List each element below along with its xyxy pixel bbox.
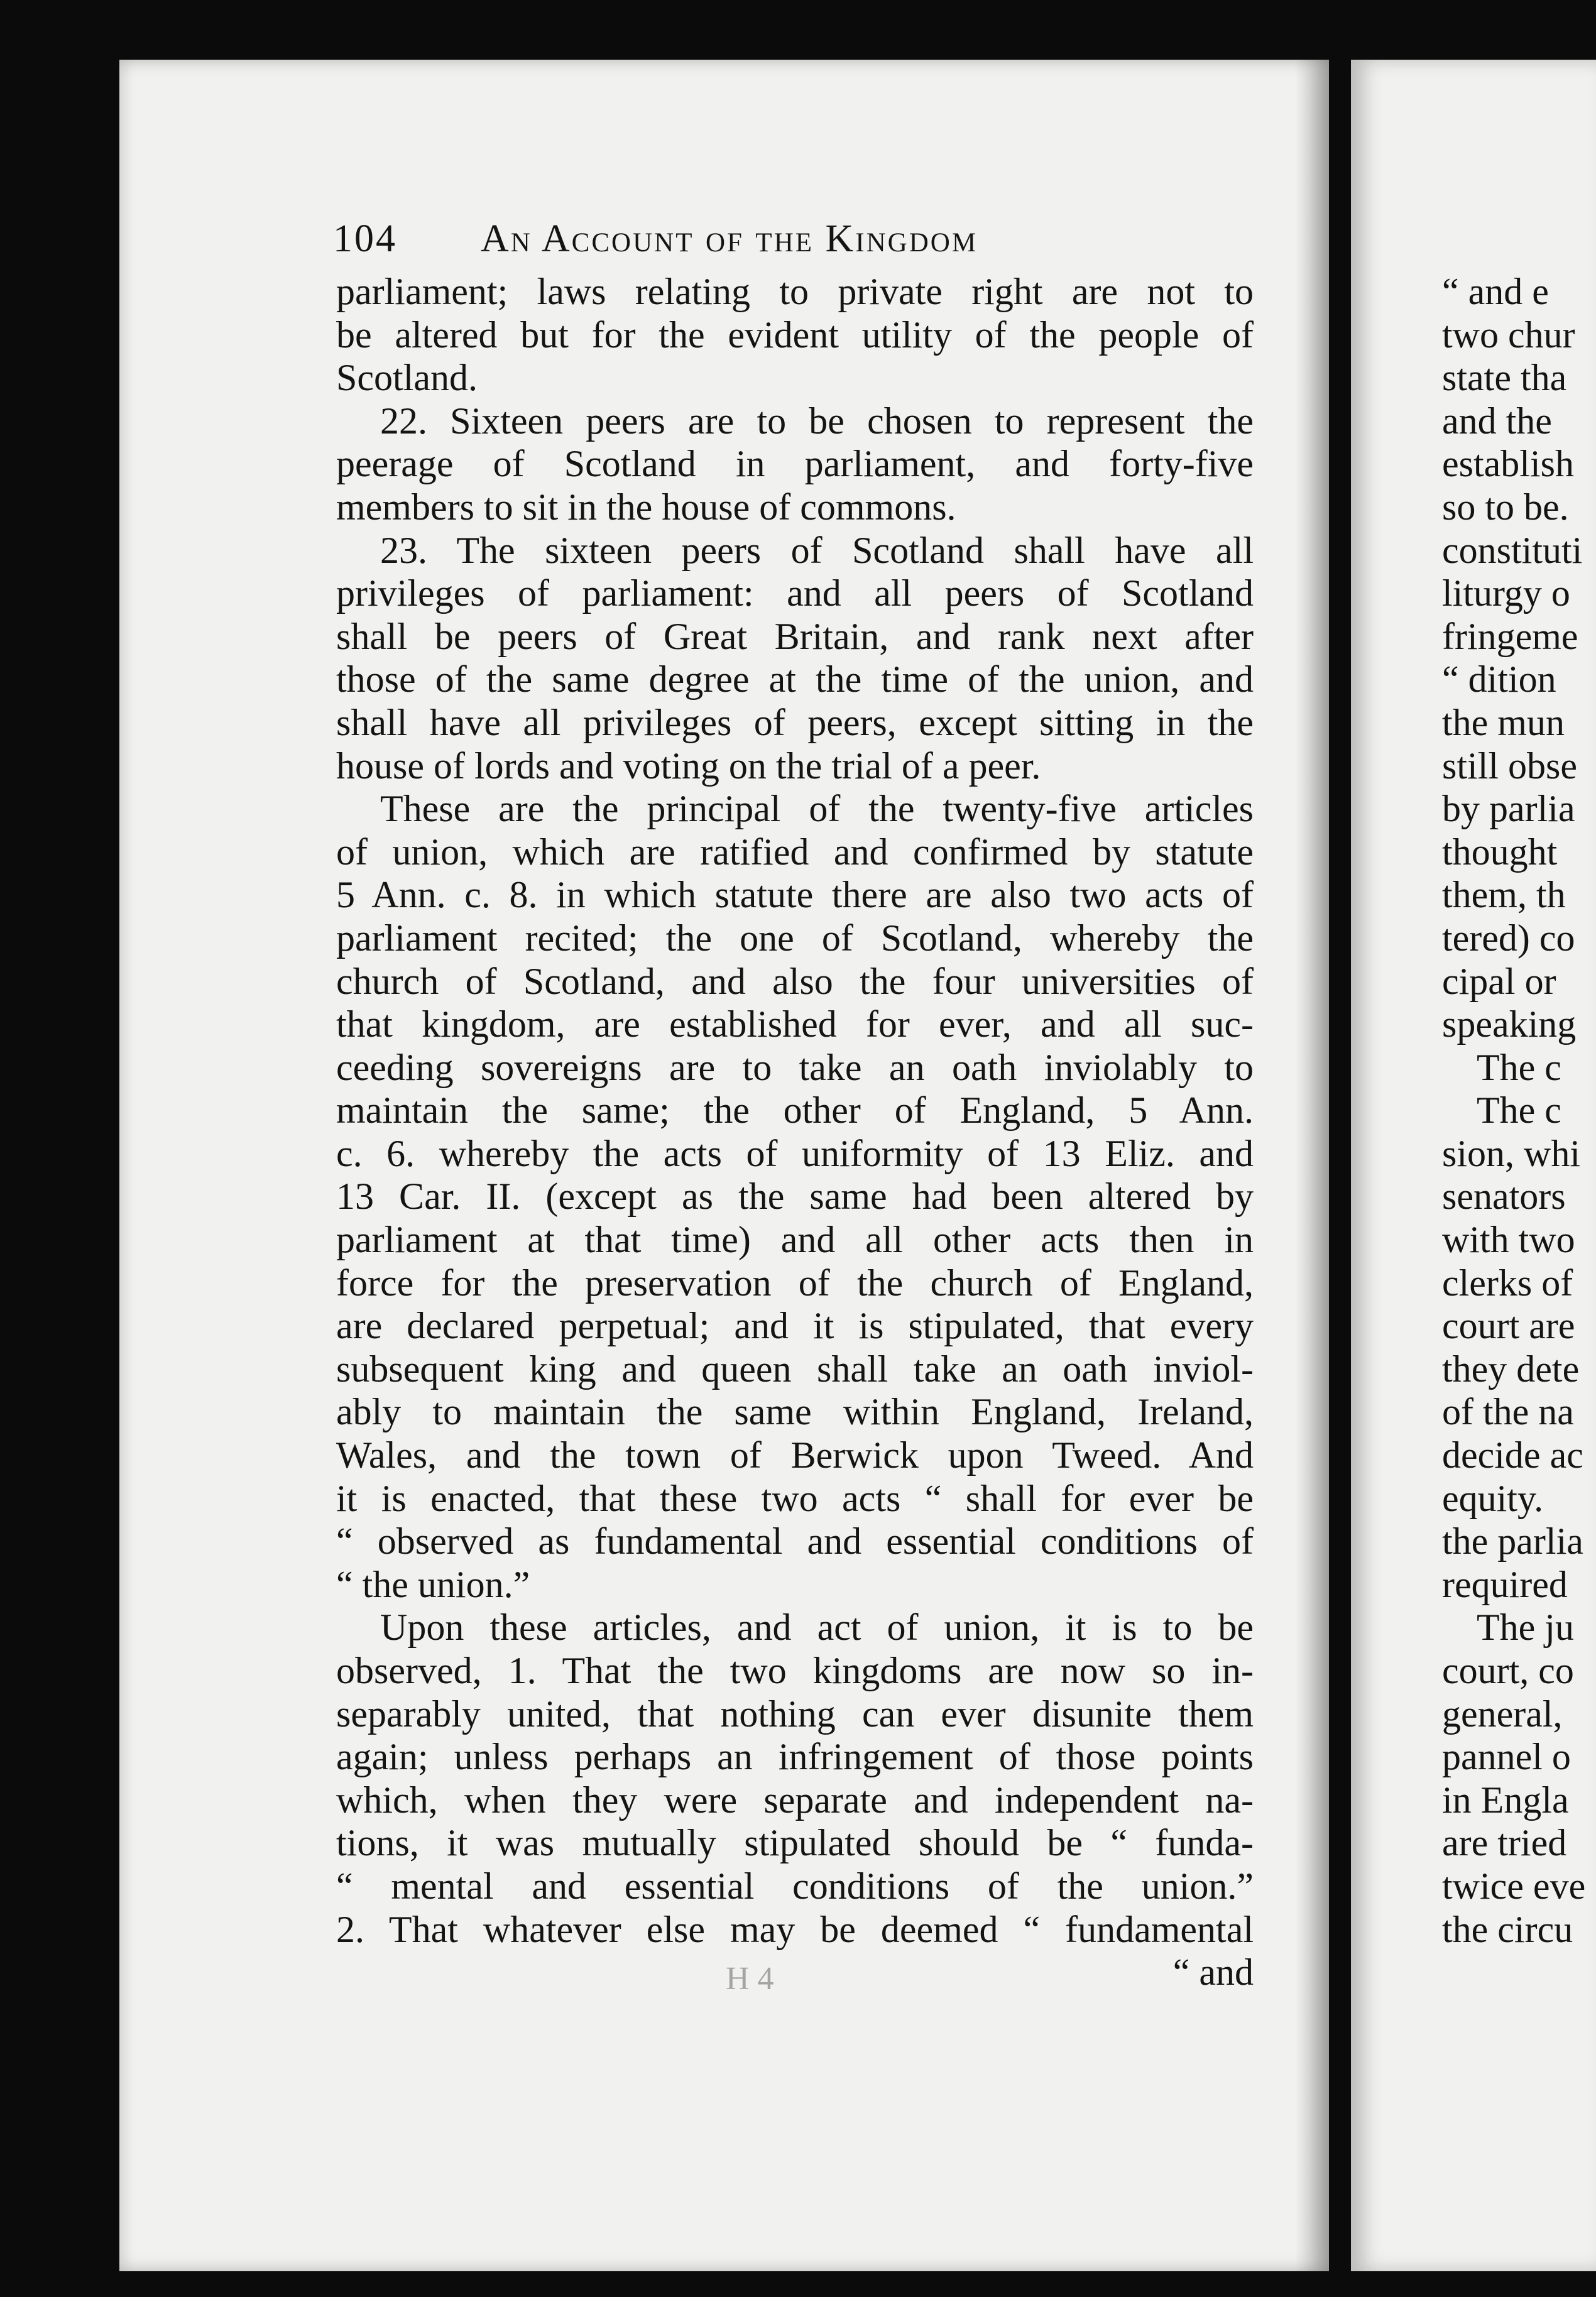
text-line: that kingdom, are established for ever, and all suc- <box>336 1003 1254 1045</box>
facing-text-line: The c <box>1477 1046 1561 1088</box>
text-line: 22. Sixteen peers are to be chosen to represent the <box>380 400 1254 442</box>
text-line: of union, which are ratified and confirmed by statute <box>336 831 1254 873</box>
facing-text-line: with two <box>1442 1219 1575 1261</box>
text-line: force for the preservation of the church of England, <box>336 1262 1254 1304</box>
facing-text-line: decide ac <box>1442 1434 1583 1476</box>
facing-text-line: so to be. <box>1442 486 1569 528</box>
text-line: are declared perpetual; and it is stipulated, that every <box>336 1305 1254 1347</box>
body-text <box>336 270 1254 1994</box>
text-line: ceeding sovereigns are to take an oath inviolably to <box>336 1046 1254 1088</box>
facing-text-line: state tha <box>1442 357 1567 399</box>
text-line: church of Scotland, and also the four universities of <box>336 960 1254 1002</box>
facing-text-line: of the na <box>1442 1391 1574 1433</box>
text-line: subsequent king and queen shall take an oath inviol- <box>336 1348 1254 1390</box>
facing-text-line: court are <box>1442 1305 1575 1347</box>
text-line: 5 Ann. c. 8. in which statute there are also two acts of <box>336 874 1254 916</box>
text-line: peerage of Scotland in parliament, and forty-five <box>336 443 1254 485</box>
facing-text-line: The ju <box>1477 1607 1574 1649</box>
text-line: observed, 1. That the two kingdoms are now so in- <box>336 1650 1254 1691</box>
text-line: privileges of parliament: and all peers of Scotland <box>336 572 1254 614</box>
text-line: maintain the same; the other of England, 5 Ann. <box>336 1089 1254 1132</box>
facing-text-line: court, co <box>1442 1650 1574 1691</box>
text-line: c. 6. whereby the acts of uniformity of 13 Eliz. and <box>336 1132 1254 1174</box>
text-line: parliament recited; the one of Scotland, whereby the <box>336 917 1254 959</box>
facing-text-line: general, <box>1442 1693 1563 1735</box>
facing-text-line: still obse <box>1442 745 1578 787</box>
text-line: “ the union.” <box>336 1563 530 1605</box>
facing-text-line: are tried <box>1442 1822 1567 1864</box>
text-line: it is enacted, that these two acts “ shall for ever be <box>336 1477 1254 1519</box>
text-line: These are the principal of the twenty-five articles <box>380 788 1254 830</box>
facing-text-line: sion, whi <box>1442 1132 1581 1174</box>
page-number: 104 <box>333 217 397 260</box>
signature-mark: H 4 <box>726 1961 774 1997</box>
facing-text-line: “ dition <box>1442 658 1556 701</box>
facing-text-line: the parlia <box>1442 1520 1583 1563</box>
facing-text-line: required <box>1442 1563 1568 1605</box>
facing-page-text <box>1442 270 1596 1951</box>
facing-text-line: The c <box>1477 1089 1561 1132</box>
facing-text-line: the mun <box>1442 701 1565 743</box>
text-line: members to sit in the house of commons. <box>336 486 956 528</box>
text-line: parliament at that time) and all other acts then in <box>336 1219 1254 1261</box>
text-line: Scotland. <box>336 357 478 399</box>
facing-text-line: “ and e <box>1442 271 1549 312</box>
text-line: tions, it was mutually stipulated should be “ funda- <box>336 1822 1254 1864</box>
facing-text-line: cipal or <box>1442 960 1556 1002</box>
text-line: be altered but for the evident utility of the people of <box>336 314 1254 356</box>
facing-text-line: the circu <box>1442 1908 1573 1950</box>
text-line: which, when they were separate and independent na- <box>336 1779 1254 1821</box>
text-line: 2. That whatever else may be deemed “ fundamental <box>336 1908 1254 1950</box>
catchword: “ and <box>1172 1951 1254 1994</box>
text-line: those of the same degree at the time of the union, and <box>336 658 1254 701</box>
facing-text-line: twice eve <box>1442 1865 1586 1907</box>
text-line: again; unless perhaps an infringement of those points <box>336 1736 1254 1778</box>
facing-text-line: and the <box>1442 400 1552 442</box>
text-line: shall be peers of Great Britain, and rank next after <box>336 615 1254 657</box>
facing-text-line: them, th <box>1442 874 1566 916</box>
facing-text-line: liturgy o <box>1442 572 1570 614</box>
text-line: “ observed as fundamental and essential conditions of <box>336 1520 1254 1563</box>
facing-text-line: they dete <box>1442 1348 1580 1390</box>
text-line: “ mental and essential conditions of the union.” <box>336 1865 1254 1907</box>
text-line: shall have all privileges of peers, except sitting in the <box>336 701 1254 743</box>
text-line: parliament; laws relating to private right are not to <box>336 271 1254 312</box>
text-line: 23. The sixteen peers of Scotland shall have all <box>380 529 1254 571</box>
facing-text-line: two chur <box>1442 314 1575 356</box>
facing-text-line: thought <box>1442 831 1558 873</box>
bleed-through-text <box>396 2076 1244 2114</box>
text-line: ably to maintain the same within England, Ireland, <box>336 1391 1254 1433</box>
text-line: separably united, that nothing can ever disunite them <box>336 1693 1254 1735</box>
facing-text-line: by parlia <box>1442 788 1575 830</box>
facing-text-line: equity. <box>1442 1477 1544 1519</box>
facing-text-line: constituti <box>1442 529 1583 571</box>
text-line: Upon these articles, and act of union, it is to be <box>380 1607 1254 1649</box>
facing-text-line: speaking <box>1442 1003 1577 1045</box>
running-head <box>333 214 1257 264</box>
facing-text-line: senators <box>1442 1176 1566 1218</box>
book-gutter <box>1329 60 1351 2271</box>
text-line: house of lords and voting on the trial of a peer. <box>336 745 1041 787</box>
facing-text-line: in Engla <box>1442 1779 1569 1821</box>
running-title: An Account of the Kingdom <box>481 217 978 260</box>
facing-text-line: fringeme <box>1442 615 1578 657</box>
facing-text-line: clerks of <box>1442 1262 1573 1304</box>
text-line: 13 Car. II. (except as the same had been altered by <box>336 1176 1254 1218</box>
facing-text-line: tered) co <box>1442 917 1575 959</box>
facing-text-line: establish <box>1442 443 1574 485</box>
text-line: Wales, and the town of Berwick upon Tweed. And <box>336 1434 1254 1476</box>
facing-text-line: pannel o <box>1442 1736 1571 1778</box>
